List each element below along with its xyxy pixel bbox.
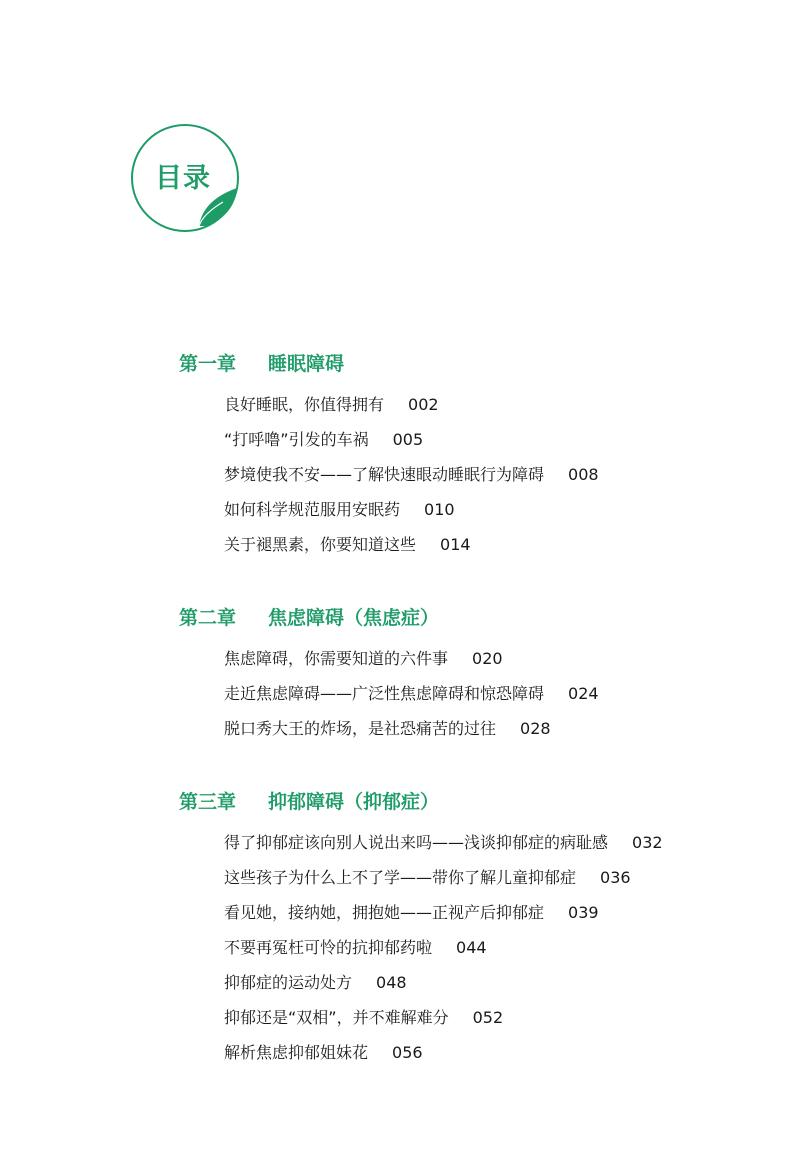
entry-page: 048 — [376, 973, 407, 992]
entry-title: 走近焦虑障碍——广泛性焦虑障碍和惊恐障碍 — [224, 684, 545, 703]
entry-title: 关于褪黑素，你要知道这些 — [224, 535, 417, 554]
entry-page: 014 — [440, 535, 471, 554]
entry-page: 032 — [632, 833, 663, 852]
entry-title: 不要再冤枉可怜的抗抑郁药啦 — [224, 938, 433, 957]
toc-entry[interactable] — [224, 462, 599, 488]
entry-title: 这些孩子为什么上不了学——带你了解儿童抑郁症 — [224, 868, 577, 887]
entry-page: 039 — [568, 903, 599, 922]
entry-page: 010 — [424, 500, 455, 519]
entry-title: 梦境使我不安——了解快速眼动睡眠行为障碍 — [224, 465, 545, 484]
toc-entry[interactable] — [224, 392, 439, 418]
toc-entry[interactable] — [224, 716, 551, 742]
entry-title: 脱口秀大王的炸场，是社恐痛苦的过往 — [224, 719, 497, 738]
entry-page: 052 — [472, 1008, 504, 1027]
toc-entry[interactable] — [224, 1040, 423, 1066]
entry-title: 焦虑障碍，你需要知道的六件事 — [224, 649, 449, 668]
entry-title: 如何科学规范服用安眠药 — [224, 500, 401, 519]
chapter-number: 第二章 — [179, 607, 237, 629]
chapter-3 — [179, 788, 439, 816]
entry-page: 056 — [392, 1043, 423, 1062]
toc-entry[interactable] — [224, 900, 599, 926]
toc-entry[interactable] — [224, 681, 599, 707]
toc-entry[interactable] — [224, 830, 663, 856]
entry-title: 得了抑郁症该向别人说出来吗——浅谈抑郁症的病耻感 — [224, 833, 609, 852]
entry-page: 024 — [568, 684, 599, 703]
toc-entry[interactable] — [224, 935, 487, 961]
entry-page: 044 — [456, 938, 487, 957]
chapter-heading[interactable] — [179, 788, 439, 816]
entry-page: 028 — [520, 719, 551, 738]
chapter-heading[interactable] — [179, 604, 439, 632]
entry-title: 解析焦虑抑郁姐妹花 — [224, 1043, 369, 1062]
toc-entry[interactable] — [224, 427, 423, 453]
chapter-title: 焦虑障碍（焦虑症） — [268, 607, 440, 629]
toc-entry[interactable] — [224, 970, 407, 996]
chapter-heading[interactable] — [179, 350, 344, 378]
entry-title: 抑郁症的运动处方 — [224, 973, 353, 992]
toc-entry[interactable] — [224, 497, 455, 523]
entry-title: 抑郁还是“双相”，并不难解难分 — [224, 1008, 449, 1027]
entry-page: 002 — [408, 395, 439, 414]
chapter-2 — [179, 604, 439, 632]
toc-entry[interactable] — [224, 865, 631, 891]
toc-entry[interactable] — [224, 1005, 503, 1031]
entry-page: 020 — [472, 649, 503, 668]
entry-title: “打呼噜”引发的车祸 — [224, 430, 369, 449]
chapter-title: 睡眠障碍 — [268, 353, 345, 375]
chapter-1 — [179, 350, 344, 378]
toc-entry[interactable] — [224, 646, 503, 672]
entry-page: 005 — [392, 430, 424, 449]
chapter-number: 第一章 — [179, 353, 237, 375]
page-title: 目录 — [155, 162, 211, 194]
entry-page: 008 — [568, 465, 599, 484]
entry-title: 良好睡眠，你值得拥有 — [224, 395, 385, 414]
toc-entry[interactable] — [224, 532, 471, 558]
chapter-number: 第三章 — [179, 791, 237, 813]
entry-page: 036 — [600, 868, 631, 887]
chapter-title: 抑郁障碍（抑郁症） — [268, 791, 440, 813]
entry-title: 看见她，接纳她，拥抱她——正视产后抑郁症 — [224, 903, 545, 922]
